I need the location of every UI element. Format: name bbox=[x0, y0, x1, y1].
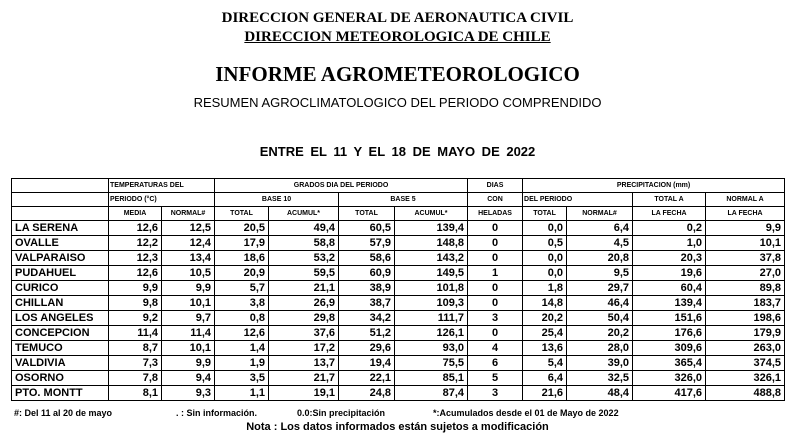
cell-p-normal: 46,4 bbox=[567, 296, 633, 311]
col-normal: NORMAL# bbox=[162, 207, 215, 221]
cell-media: 9,9 bbox=[109, 281, 162, 296]
col-b10-total: TOTAL bbox=[215, 207, 269, 221]
header-grados: GRADOS DIA DEL PERIODO bbox=[215, 179, 468, 193]
cell-b10-total: 20,9 bbox=[215, 266, 269, 281]
table-row bbox=[12, 311, 785, 326]
cell-normal-fecha: 488,8 bbox=[706, 386, 785, 401]
cell-total-fecha: 139,4 bbox=[633, 296, 706, 311]
col-media: MEDIA bbox=[109, 207, 162, 221]
cell-total-fecha: 151,6 bbox=[633, 311, 706, 326]
report-title: INFORME AGROMETEOROLOGICO bbox=[215, 62, 580, 86]
cell-normal-fecha: 326,1 bbox=[706, 371, 785, 386]
table-row bbox=[12, 266, 785, 281]
cell-b10-acumul: 59,5 bbox=[269, 266, 339, 281]
cell-b10-total: 12,6 bbox=[215, 326, 269, 341]
cell-b5-total: 24,8 bbox=[339, 386, 395, 401]
cell-station: PTO. MONTT bbox=[12, 386, 109, 401]
cell-heladas: 0 bbox=[468, 281, 523, 296]
cell-normal: 9,3 bbox=[162, 386, 215, 401]
col-b10-acumul: ACUMUL* bbox=[269, 207, 339, 221]
cell-p-normal: 29,7 bbox=[567, 281, 633, 296]
table-header bbox=[12, 179, 785, 221]
cell-station: VALDIVIA bbox=[12, 356, 109, 371]
cell-total-fecha: 365,4 bbox=[633, 356, 706, 371]
cell-normal: 9,9 bbox=[162, 281, 215, 296]
cell-heladas: 0 bbox=[468, 236, 523, 251]
header-con: CON bbox=[468, 193, 523, 207]
cell-p-total: 0,0 bbox=[523, 221, 567, 236]
cell-normal: 13,4 bbox=[162, 251, 215, 266]
cell-station: OVALLE bbox=[12, 236, 109, 251]
cell-p-normal: 4,5 bbox=[567, 236, 633, 251]
cell-p-normal: 48,4 bbox=[567, 386, 633, 401]
cell-station: PUDAHUEL bbox=[12, 266, 109, 281]
header-base10: BASE 10 bbox=[215, 193, 339, 207]
cell-b10-total: 1,9 bbox=[215, 356, 269, 371]
header-station-empty-3 bbox=[12, 207, 109, 221]
cell-station: OSORNO bbox=[12, 371, 109, 386]
table-row bbox=[12, 371, 785, 386]
table-row bbox=[12, 221, 785, 236]
cell-b10-acumul: 49,4 bbox=[269, 221, 339, 236]
cell-normal-fecha: 37,8 bbox=[706, 251, 785, 266]
cell-b5-acumul: 111,7 bbox=[395, 311, 468, 326]
cell-normal: 9,9 bbox=[162, 356, 215, 371]
cell-station: LOS ANGELES bbox=[12, 311, 109, 326]
cell-p-total: 6,4 bbox=[523, 371, 567, 386]
cell-station: CONCEPCION bbox=[12, 326, 109, 341]
cell-total-fecha: 0,2 bbox=[633, 221, 706, 236]
cell-b10-acumul: 26,9 bbox=[269, 296, 339, 311]
cell-b5-acumul: 149,5 bbox=[395, 266, 468, 281]
cell-b10-total: 0,8 bbox=[215, 311, 269, 326]
cell-normal-fecha: 183,7 bbox=[706, 296, 785, 311]
cell-normal-fecha: 9,9 bbox=[706, 221, 785, 236]
cell-b10-acumul: 21,1 bbox=[269, 281, 339, 296]
cell-normal-fecha: 198,6 bbox=[706, 311, 785, 326]
header-station-empty bbox=[12, 179, 109, 193]
header-temps-2: PERIODO (°C) bbox=[109, 193, 215, 207]
cell-p-total: 0,0 bbox=[523, 251, 567, 266]
cell-b5-total: 57,9 bbox=[339, 236, 395, 251]
report-period: ENTRE EL 11 Y EL 18 DE MAYO DE 2022 bbox=[259, 144, 536, 159]
cell-media: 11,4 bbox=[109, 326, 162, 341]
header-del-periodo: DEL PERIODO bbox=[523, 193, 633, 207]
cell-normal: 9,7 bbox=[162, 311, 215, 326]
cell-b10-acumul: 37,6 bbox=[269, 326, 339, 341]
cell-normal-fecha: 374,5 bbox=[706, 356, 785, 371]
cell-normal: 10,1 bbox=[162, 296, 215, 311]
header-line-2: DIRECCION METEOROLOGICA DE CHILE bbox=[244, 29, 551, 45]
cell-media: 7,3 bbox=[109, 356, 162, 371]
cell-total-fecha: 326,0 bbox=[633, 371, 706, 386]
cell-media: 8,1 bbox=[109, 386, 162, 401]
table-row bbox=[12, 326, 785, 341]
cell-p-total: 21,6 bbox=[523, 386, 567, 401]
cell-b5-total: 38,7 bbox=[339, 296, 395, 311]
cell-b10-total: 17,9 bbox=[215, 236, 269, 251]
cell-b10-acumul: 58,8 bbox=[269, 236, 339, 251]
cell-total-fecha: 60,4 bbox=[633, 281, 706, 296]
col-p-normal: NORMAL# bbox=[567, 207, 633, 221]
cell-p-total: 1,8 bbox=[523, 281, 567, 296]
cell-p-total: 0,5 bbox=[523, 236, 567, 251]
cell-b5-acumul: 139,4 bbox=[395, 221, 468, 236]
cell-b10-total: 1,4 bbox=[215, 341, 269, 356]
table-body bbox=[12, 221, 785, 401]
table-row bbox=[12, 356, 785, 371]
cell-media: 12,3 bbox=[109, 251, 162, 266]
cell-b5-total: 38,9 bbox=[339, 281, 395, 296]
cell-media: 12,6 bbox=[109, 221, 162, 236]
cell-p-normal: 50,4 bbox=[567, 311, 633, 326]
cell-p-normal: 32,5 bbox=[567, 371, 633, 386]
cell-normal: 9,4 bbox=[162, 371, 215, 386]
cell-station: LA SERENA bbox=[12, 221, 109, 236]
cell-heladas: 0 bbox=[468, 296, 523, 311]
cell-heladas: 0 bbox=[468, 251, 523, 266]
cell-p-normal: 20,8 bbox=[567, 251, 633, 266]
header-temps-1: TEMPERATURAS DEL bbox=[109, 179, 215, 193]
cell-station: CURICO bbox=[12, 281, 109, 296]
header-la-fecha-1: LA FECHA bbox=[633, 207, 706, 221]
cell-heladas: 1 bbox=[468, 266, 523, 281]
cell-media: 8,7 bbox=[109, 341, 162, 356]
cell-p-normal: 6,4 bbox=[567, 221, 633, 236]
cell-normal-fecha: 263,0 bbox=[706, 341, 785, 356]
cell-normal: 11,4 bbox=[162, 326, 215, 341]
cell-b5-total: 29,6 bbox=[339, 341, 395, 356]
cell-b5-total: 58,6 bbox=[339, 251, 395, 266]
cell-station: VALPARAISO bbox=[12, 251, 109, 266]
header-heladas: HELADAS bbox=[468, 207, 523, 221]
cell-b10-total: 3,5 bbox=[215, 371, 269, 386]
cell-b5-total: 51,2 bbox=[339, 326, 395, 341]
cell-heladas: 0 bbox=[468, 221, 523, 236]
cell-station: CHILLAN bbox=[12, 296, 109, 311]
cell-b10-acumul: 19,1 bbox=[269, 386, 339, 401]
cell-b10-acumul: 17,2 bbox=[269, 341, 339, 356]
cell-normal-fecha: 179,9 bbox=[706, 326, 785, 341]
table-row bbox=[12, 281, 785, 296]
cell-b10-total: 20,5 bbox=[215, 221, 269, 236]
cell-normal-fecha: 89,8 bbox=[706, 281, 785, 296]
footnote-no-precip: 0.0:Sin precipitación bbox=[297, 408, 386, 418]
header-dias: DIAS bbox=[468, 179, 523, 193]
cell-heladas: 5 bbox=[468, 371, 523, 386]
cell-b5-acumul: 87,4 bbox=[395, 386, 468, 401]
cell-b10-acumul: 29,8 bbox=[269, 311, 339, 326]
cell-b10-total: 5,7 bbox=[215, 281, 269, 296]
cell-total-fecha: 19,6 bbox=[633, 266, 706, 281]
cell-b5-total: 22,1 bbox=[339, 371, 395, 386]
cell-heladas: 6 bbox=[468, 356, 523, 371]
cell-total-fecha: 176,6 bbox=[633, 326, 706, 341]
cell-heladas: 3 bbox=[468, 311, 523, 326]
cell-media: 7,8 bbox=[109, 371, 162, 386]
header-precip: PRECIPITACION (mm) bbox=[523, 179, 785, 193]
cell-heladas: 3 bbox=[468, 386, 523, 401]
cell-b5-total: 34,2 bbox=[339, 311, 395, 326]
cell-p-total: 20,2 bbox=[523, 311, 567, 326]
header-total-a: TOTAL A bbox=[633, 193, 706, 207]
cell-b5-total: 60,9 bbox=[339, 266, 395, 281]
cell-total-fecha: 1,0 bbox=[633, 236, 706, 251]
footnote-accumulated: *:Acumulados desde el 01 de Mayo de 2022 bbox=[433, 408, 619, 418]
agro-table bbox=[11, 178, 785, 401]
cell-p-total: 14,8 bbox=[523, 296, 567, 311]
table-row bbox=[12, 386, 785, 401]
cell-b5-acumul: 143,2 bbox=[395, 251, 468, 266]
footnote-date-range: #: Del 11 al 20 de mayo bbox=[14, 408, 113, 418]
col-p-total: TOTAL bbox=[523, 207, 567, 221]
cell-normal: 10,1 bbox=[162, 341, 215, 356]
cell-normal: 12,5 bbox=[162, 221, 215, 236]
col-b5-total: TOTAL bbox=[339, 207, 395, 221]
cell-b5-acumul: 109,3 bbox=[395, 296, 468, 311]
cell-media: 12,6 bbox=[109, 266, 162, 281]
cell-normal: 12,4 bbox=[162, 236, 215, 251]
cell-heladas: 0 bbox=[468, 326, 523, 341]
cell-p-normal: 28,0 bbox=[567, 341, 633, 356]
cell-normal-fecha: 10,1 bbox=[706, 236, 785, 251]
cell-b10-acumul: 21,7 bbox=[269, 371, 339, 386]
cell-total-fecha: 309,6 bbox=[633, 341, 706, 356]
cell-p-total: 0,0 bbox=[523, 266, 567, 281]
cell-heladas: 4 bbox=[468, 341, 523, 356]
cell-b5-total: 60,5 bbox=[339, 221, 395, 236]
report-subtitle: RESUMEN AGROCLIMATOLOGICO DEL PERIODO COMPRENDIDO bbox=[193, 95, 602, 110]
footer-nota: Nota : Los datos informados están sujetos a modificación bbox=[246, 421, 549, 433]
cell-p-total: 13,6 bbox=[523, 341, 567, 356]
table-row bbox=[12, 251, 785, 266]
cell-p-normal: 39,0 bbox=[567, 356, 633, 371]
cell-total-fecha: 20,3 bbox=[633, 251, 706, 266]
cell-media: 9,8 bbox=[109, 296, 162, 311]
cell-p-total: 5,4 bbox=[523, 356, 567, 371]
cell-b5-acumul: 126,1 bbox=[395, 326, 468, 341]
cell-b10-acumul: 13,7 bbox=[269, 356, 339, 371]
cell-p-normal: 20,2 bbox=[567, 326, 633, 341]
cell-b5-acumul: 101,8 bbox=[395, 281, 468, 296]
cell-p-normal: 9,5 bbox=[567, 266, 633, 281]
cell-p-total: 25,4 bbox=[523, 326, 567, 341]
header-la-fecha-2: LA FECHA bbox=[706, 207, 785, 221]
header-base5: BASE 5 bbox=[339, 193, 468, 207]
table-row bbox=[12, 236, 785, 251]
header-normal-a: NORMAL A bbox=[706, 193, 785, 207]
footnote-no-info: . : Sin información. bbox=[176, 408, 258, 418]
cell-media: 9,2 bbox=[109, 311, 162, 326]
cell-b5-acumul: 85,1 bbox=[395, 371, 468, 386]
cell-b5-acumul: 148,8 bbox=[395, 236, 468, 251]
cell-total-fecha: 417,6 bbox=[633, 386, 706, 401]
cell-station: TEMUCO bbox=[12, 341, 109, 356]
col-b5-acumul: ACUMUL* bbox=[395, 207, 468, 221]
cell-b10-acumul: 53,2 bbox=[269, 251, 339, 266]
header-station-empty-2 bbox=[12, 193, 109, 207]
cell-normal-fecha: 27,0 bbox=[706, 266, 785, 281]
cell-b10-total: 1,1 bbox=[215, 386, 269, 401]
cell-normal: 10,5 bbox=[162, 266, 215, 281]
header-line-1: DIRECCION GENERAL DE AERONAUTICA CIVIL bbox=[221, 10, 574, 26]
cell-b10-total: 3,8 bbox=[215, 296, 269, 311]
cell-b10-total: 18,6 bbox=[215, 251, 269, 266]
cell-b5-acumul: 93,0 bbox=[395, 341, 468, 356]
cell-b5-acumul: 75,5 bbox=[395, 356, 468, 371]
table-row bbox=[12, 296, 785, 311]
cell-media: 12,2 bbox=[109, 236, 162, 251]
table-row bbox=[12, 341, 785, 356]
cell-b5-total: 19,4 bbox=[339, 356, 395, 371]
